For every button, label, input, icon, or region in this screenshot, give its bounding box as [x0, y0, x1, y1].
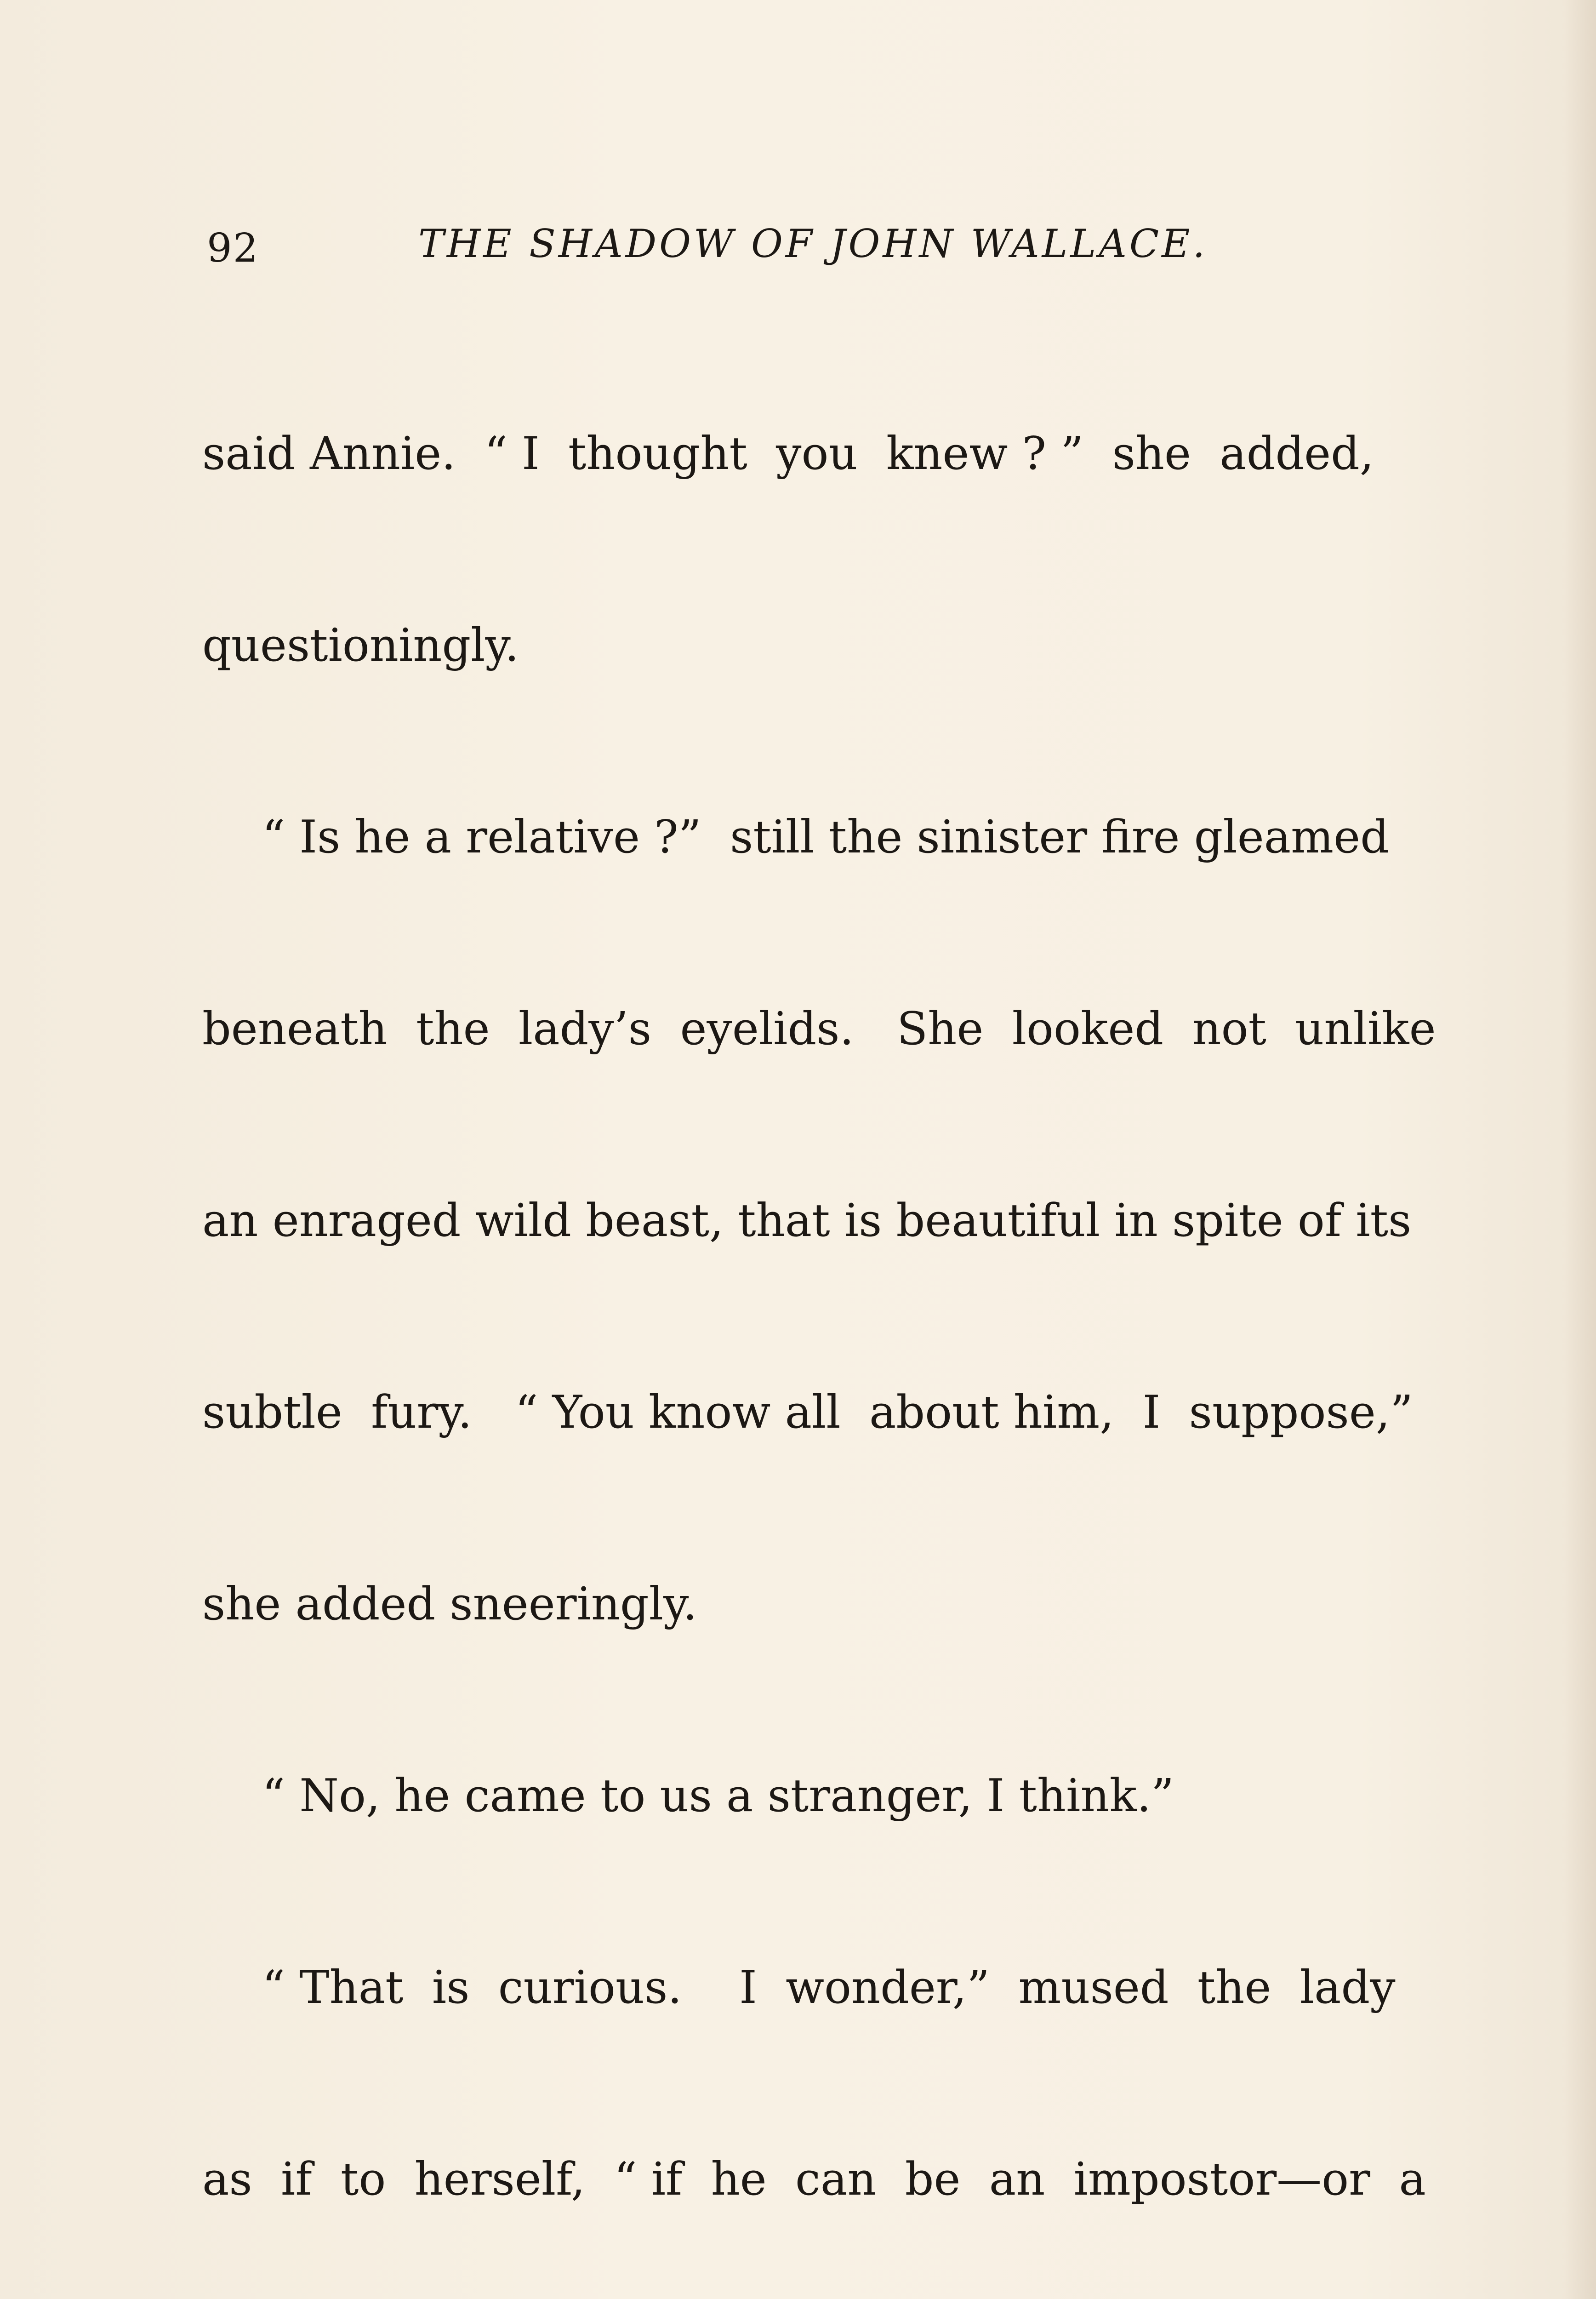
text-line: “ Is he a relative ?” still the sinister fire gleamed — [262, 811, 1389, 864]
running-title: THE SHADOW OF JOHN WALLACE. — [418, 221, 1208, 266]
text-line: beneath the lady’s eyelids. She looked not unlike — [202, 1003, 1436, 1055]
text-line: an enraged wild beast, that is beautiful in spite of its — [202, 1195, 1412, 1247]
text-line: as if to herself, “ if he can be an impostor—or a — [202, 2153, 1426, 2206]
text-line: questioningly. — [202, 619, 519, 672]
text-line: said Annie. “ I thought you knew ? ” she added, — [202, 428, 1374, 480]
text-line: “ That is curious. I wonder,” mused the lady — [262, 1962, 1396, 2014]
page-header — [207, 216, 1223, 285]
text-line: “ No, he came to us a stranger, I think.” — [262, 1770, 1174, 1822]
page-number: 92 — [207, 225, 259, 271]
body-text — [202, 294, 1439, 2299]
text-line: she added sneeringly. — [202, 1578, 697, 1630]
text-line: subtle fury. “ You know all about him, I suppose,” — [202, 1386, 1414, 1439]
page-edge-shadow — [1564, 0, 1596, 2299]
